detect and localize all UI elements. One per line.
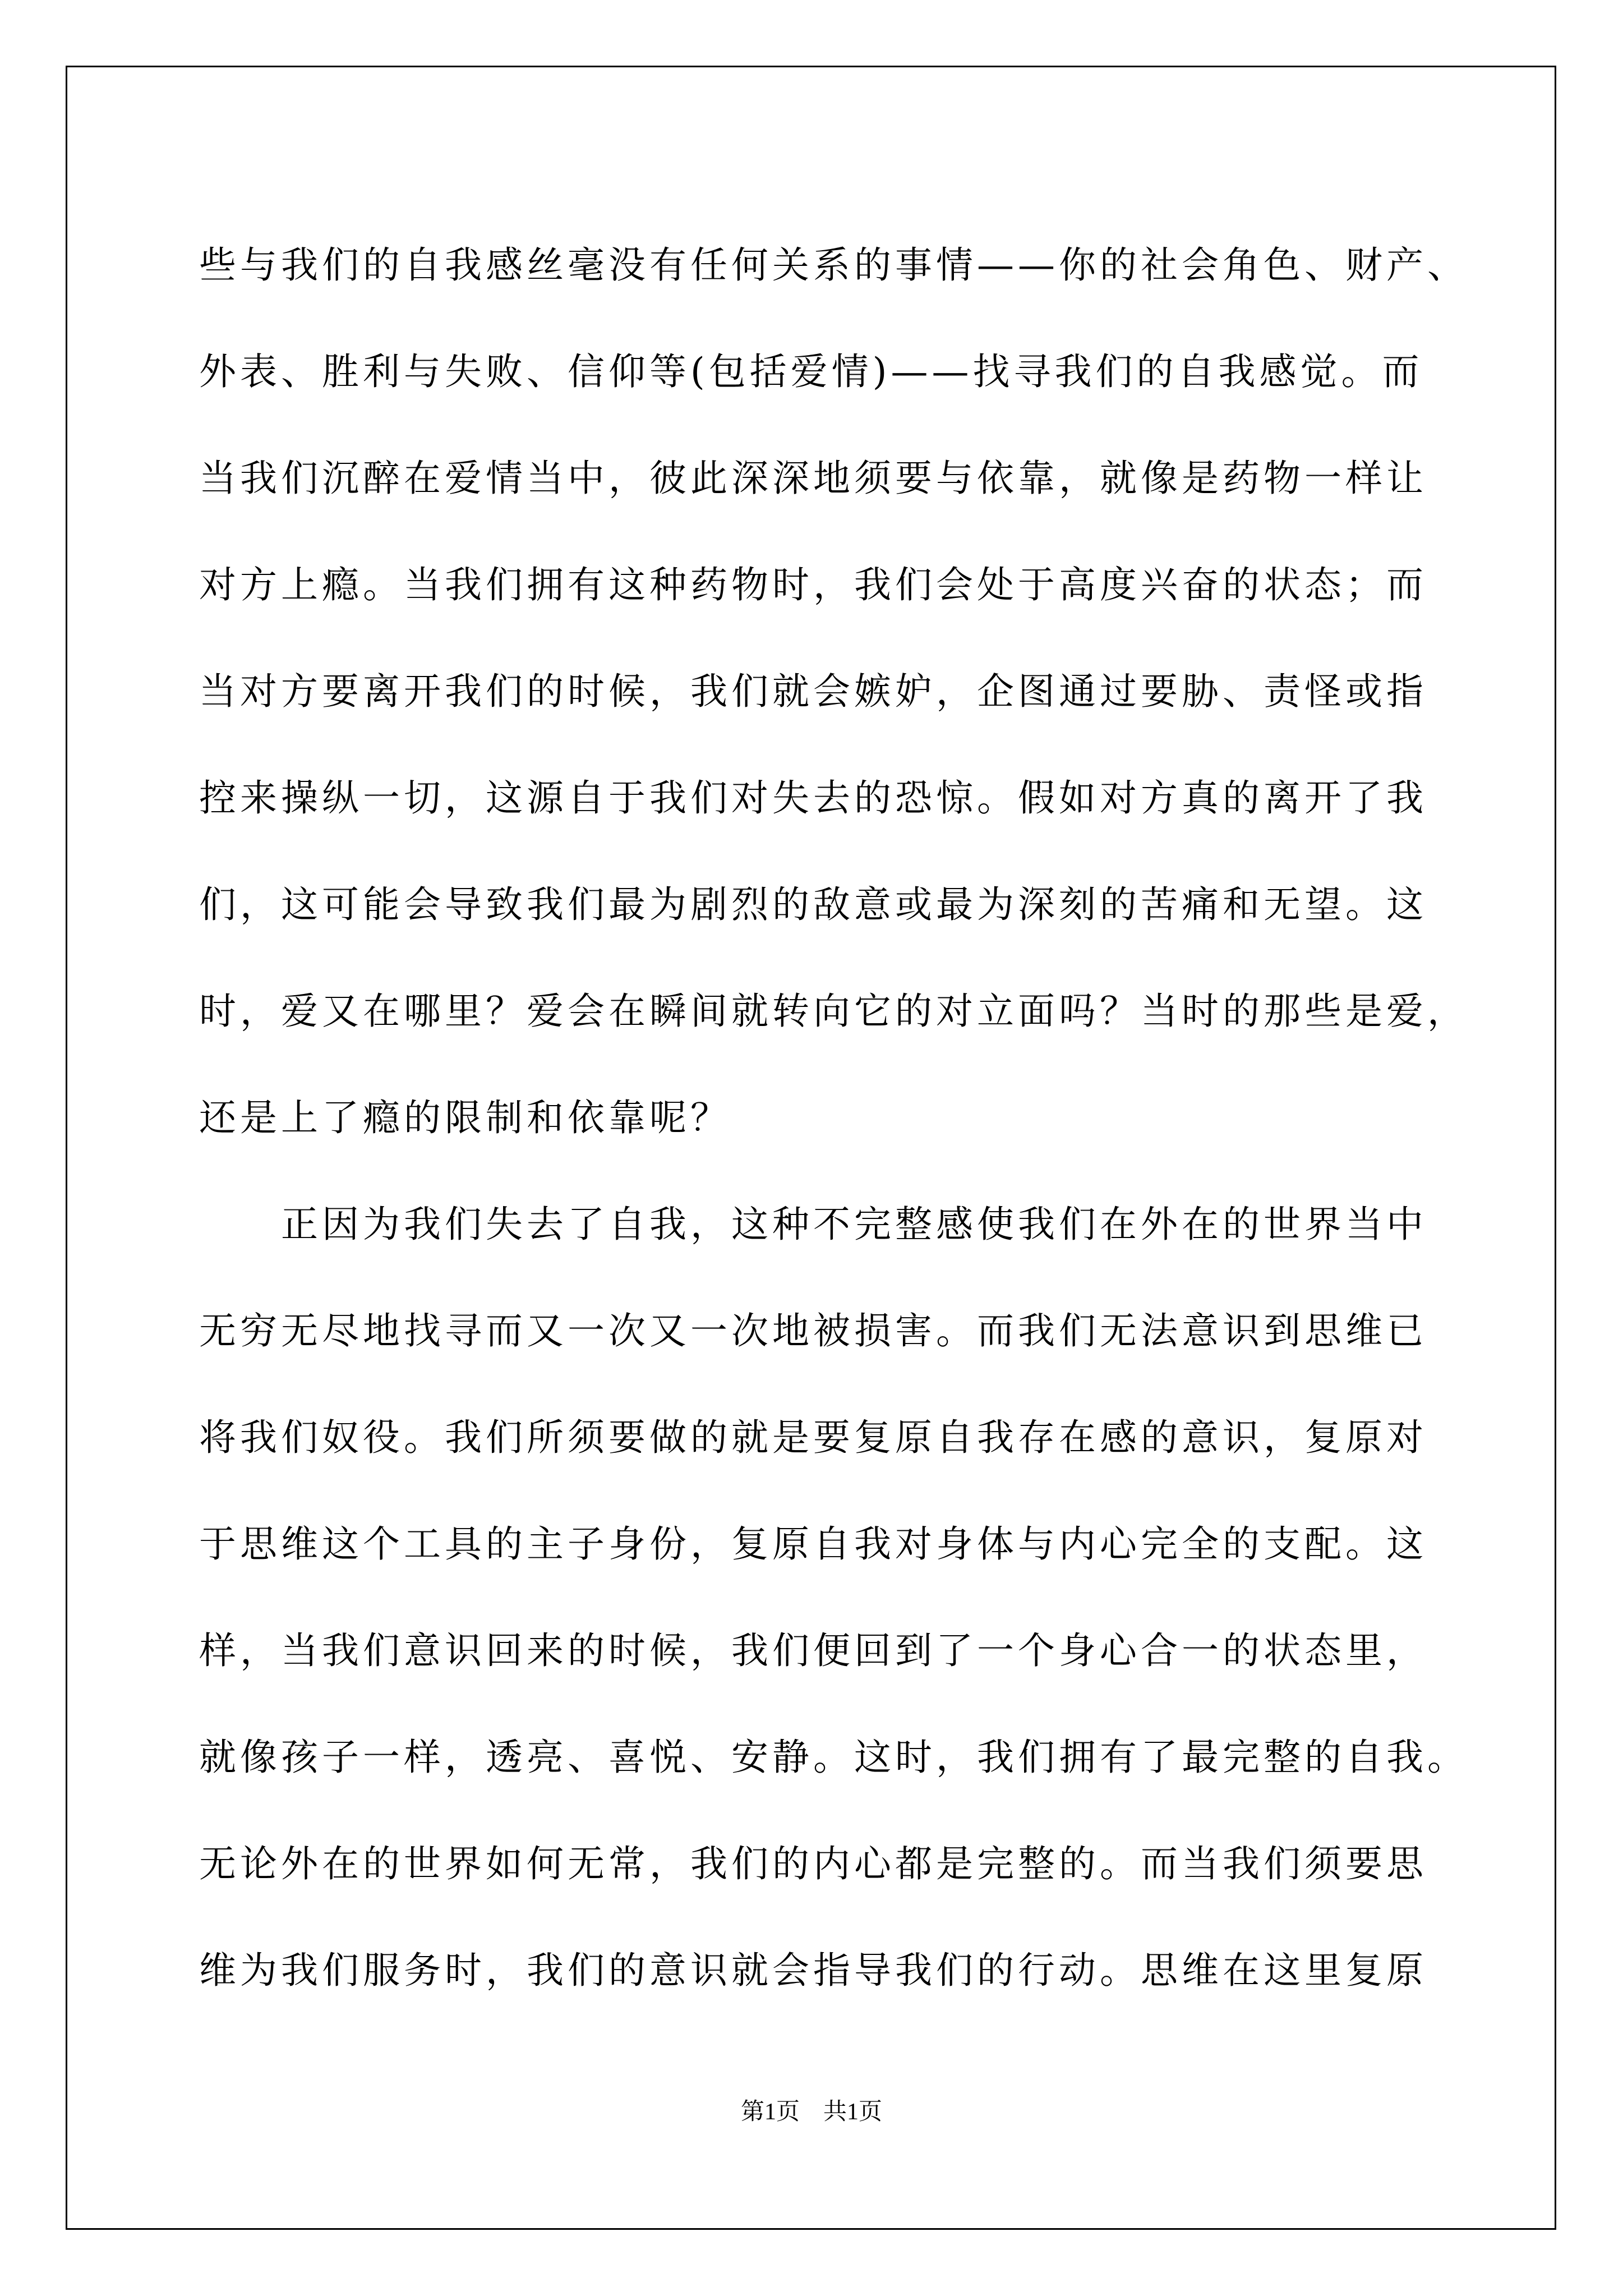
text-line: 于思维这个工具的主子身份，复原自我对身体与内心完全的支配。这 (199, 1522, 1427, 1566)
text-line: 就像孩子一样，透亮、喜悦、安静。这时，我们拥有了最完整的自我。 (199, 1736, 1468, 1779)
text-line: 无论外在的世界如何无常，我们的内心都是完整的。而当我们须要思 (199, 1842, 1427, 1885)
text-line: 当我们沉醉在爱情当中，彼此深深地须要与依靠，就像是药物一样让 (199, 457, 1427, 500)
text-line: 些与我们的自我感丝毫没有任何关系的事情——你的社会角色、财产、 (199, 243, 1468, 287)
text-line: 对方上瘾。当我们拥有这种药物时，我们会处于高度兴奋的状态；而 (199, 563, 1427, 606)
text-line: 们，这可能会导致我们最为剧烈的敌意或最为深刻的苦痛和无望。这 (199, 883, 1427, 926)
page-number: 第1页 共1页 (740, 2099, 882, 2125)
text-line: 样，当我们意识回来的时候，我们便回到了一个身心合一的状态里， (199, 1629, 1427, 1672)
text-line: 还是上了瘾的限制和依靠呢？ (199, 1096, 731, 1139)
text-line: 维为我们服务时，我们的意识就会指导我们的行动。思维在这里复原 (199, 1949, 1427, 1992)
text-line: 控来操纵一切，这源自于我们对失去的恐惊。假如对方真的离开了我 (199, 776, 1427, 820)
text-line: 外表、胜利与失败、信仰等(包括爱情)——找寻我们的自我感觉。而 (199, 350, 1423, 393)
text-line: 时，爱又在哪里？爱会在瞬间就转向它的对立面吗？当时的那些是爱， (199, 990, 1468, 1033)
text-line: 将我们奴役。我们所须要做的就是要复原自我存在感的意识，复原对 (199, 1416, 1427, 1459)
text-line: 无穷无尽地找寻而又一次又一次地被损害。而我们无法意识到思维已 (199, 1309, 1427, 1352)
document-body (199, 212, 1468, 2024)
paragraph-first-line: 正因为我们失去了自我，这种不完整感使我们在外在的世界当中 (281, 1203, 1427, 1246)
text-line: 当对方要离开我们的时候，我们就会嫉妒，企图通过要胁、责怪或指 (199, 670, 1427, 713)
